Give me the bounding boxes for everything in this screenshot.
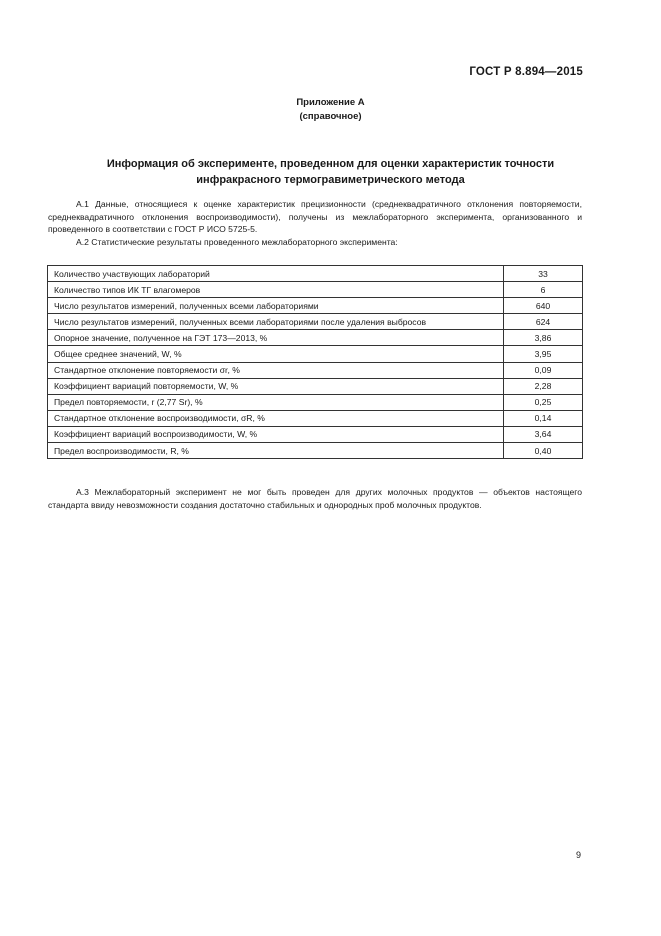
table-row xyxy=(48,362,583,378)
table-row xyxy=(48,330,583,346)
row-value: 3,95 xyxy=(504,346,583,362)
row-label: Число результатов измерений, полученных всеми лабораториями после удаления выбросов xyxy=(48,314,504,330)
paragraph-a2 xyxy=(48,236,582,249)
row-label: Предел повторяемости, r (2,77 Sr), % xyxy=(48,394,504,410)
row-label: Число результатов измерений, полученных всеми лабораториями xyxy=(48,298,504,314)
table-row xyxy=(48,394,583,410)
annex-title-line-1: Информация об эксперименте, проведенном для оценки характеристик точности xyxy=(106,158,555,170)
row-label: Количество участвующих лабораторий xyxy=(48,266,504,282)
row-value: 624 xyxy=(504,314,583,330)
row-value: 3,64 xyxy=(504,426,583,442)
row-value: 0,09 xyxy=(504,362,583,378)
row-label: Предел воспроизводимости, R, % xyxy=(48,443,504,459)
row-label: Стандартное отклонение воспроизводимости, σR, % xyxy=(48,410,504,426)
row-label: Количество типов ИК ТГ влагомеров xyxy=(48,282,504,298)
paragraph-a2-text: А.2 Статистические результаты проведенного межлабораторного эксперимента: xyxy=(76,237,398,247)
table-row xyxy=(48,314,583,330)
table-row xyxy=(48,426,583,442)
annex-title-line-2: инфракрасного термогравиметрического метода xyxy=(196,174,465,186)
row-value: 640 xyxy=(504,298,583,314)
statistics-table xyxy=(47,265,583,459)
row-label: Общее среднее значений, W, % xyxy=(48,346,504,362)
row-label: Коэффициент вариаций воспроизводимости, W, % xyxy=(48,426,504,442)
table-row xyxy=(48,346,583,362)
table-row xyxy=(48,378,583,394)
annex-title xyxy=(60,156,601,188)
row-value: 0,25 xyxy=(504,394,583,410)
table-row xyxy=(48,282,583,298)
row-value: 33 xyxy=(504,266,583,282)
table-row xyxy=(48,266,583,282)
row-value: 0,40 xyxy=(504,443,583,459)
paragraph-a1-text: А.1 Данные, относящиеся к оценке характеристик прецизионности (среднеквадратичного отклонения повторяемости, среднеквадратичного отклонения воспроизводимости), получены из межлабораторного эксперимента, организованного и проведенного в соответствии с ГОСТ Р ИСО 5725-5. xyxy=(48,199,582,234)
annex-heading xyxy=(0,96,661,124)
annex-note: (справочное) xyxy=(299,111,362,122)
row-value: 0,14 xyxy=(504,410,583,426)
row-label: Опорное значение, полученное на ГЭТ 173—2013, % xyxy=(48,330,504,346)
document-code: ГОСТ Р 8.894—2015 xyxy=(469,66,583,78)
row-label: Коэффициент вариаций повторяемости, W, % xyxy=(48,378,504,394)
row-value: 6 xyxy=(504,282,583,298)
row-label: Стандартное отклонение повторяемости σr, % xyxy=(48,362,504,378)
table-row xyxy=(48,443,583,459)
annex-label: Приложение А xyxy=(296,97,365,108)
row-value: 3,86 xyxy=(504,330,583,346)
paragraph-a1 xyxy=(48,198,582,236)
table-row xyxy=(48,298,583,314)
paragraph-a3 xyxy=(48,486,582,511)
table-row xyxy=(48,410,583,426)
row-value: 2,28 xyxy=(504,378,583,394)
page-number: 9 xyxy=(575,850,581,860)
paragraph-a3-text: А.3 Межлабораторный эксперимент не мог быть проведен для других молочных продуктов — объектов настоящего стандарта ввиду невозможности создания достаточно стабильных и однородных проб молочных продуктов. xyxy=(48,487,582,510)
